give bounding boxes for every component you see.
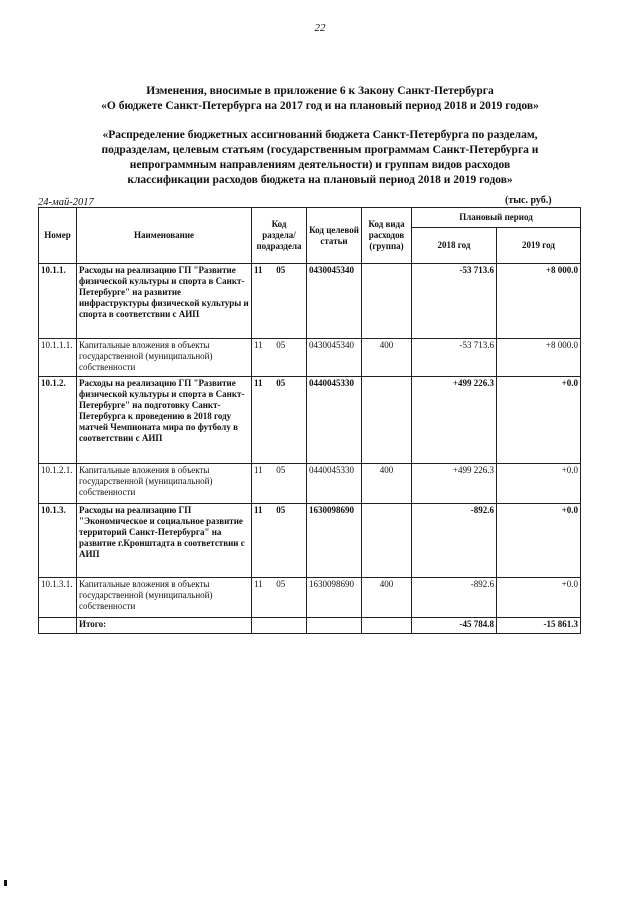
section-code: 11 (254, 579, 263, 589)
row-section-code (252, 264, 307, 339)
total-value-2018: -45 784.8 (412, 618, 497, 634)
row-value-2019: +0.0 (497, 464, 581, 504)
row-value-2018: +499 226.3 (412, 464, 497, 504)
table-row (39, 464, 581, 504)
scan-mark (4, 880, 7, 886)
units-label: (тыс. руб.) (505, 195, 552, 206)
table-row (39, 264, 581, 339)
row-section-code (252, 464, 307, 504)
section-code: 11 (254, 505, 263, 515)
row-kind-code: 400 (362, 339, 412, 377)
row-target-code: 0430045340 (307, 339, 362, 377)
title-line-5: непрограммным направлениям деятельности) и группам видов расходов (129, 159, 511, 171)
row-kind-code (362, 504, 412, 578)
row-name: Капитальные вложения в объекты государственной (муниципальной) собственности (77, 339, 252, 377)
header-plan-period: Плановый период (412, 208, 581, 228)
subsection-code: 05 (276, 340, 286, 350)
title-line-1: Изменения, вносимые в приложение 6 к Закону Санкт-Петербурга (146, 85, 494, 97)
row-value-2019: +8 000.0 (497, 264, 581, 339)
row-name: Капитальные вложения в объекты государственной (муниципальной) собственности (77, 464, 252, 504)
row-value-2019: +0.0 (497, 504, 581, 578)
document-title (60, 84, 580, 114)
row-value-2019: +8 000.0 (497, 339, 581, 377)
header-year-2018: 2018 год (412, 228, 497, 264)
table-row (39, 339, 581, 377)
row-target-code: 1630098690 (307, 504, 362, 578)
budget-table (38, 207, 581, 634)
row-value-2018: -892.6 (412, 504, 497, 578)
row-number: 10.1.3.1. (39, 578, 77, 618)
row-number: 10.1.2. (39, 377, 77, 464)
total-section-code (252, 618, 307, 634)
document-date: 24-май-2017 (38, 197, 94, 208)
row-section-code (252, 578, 307, 618)
header-kind-code: Код вида расходов (группа) (362, 208, 412, 264)
table-row (39, 504, 581, 578)
row-target-code: 0440045330 (307, 464, 362, 504)
row-name: Расходы на реализацию ГП "Развитие физической культуры и спорта в Санкт-Петербурге" на подготовку Санкт-Петербурга к проведению в 2018 году матчей Чемпионата мира по футболу в соответствии с АИП (77, 377, 252, 464)
subsection-code: 05 (276, 378, 286, 388)
total-row (39, 618, 581, 634)
section-code: 11 (254, 340, 263, 350)
title-line-3: «Распределение бюджетных ассигнований бюджета Санкт-Петербурга по разделам, (102, 129, 538, 141)
row-value-2018: -53 713.6 (412, 339, 497, 377)
row-value-2018: -892.6 (412, 578, 497, 618)
row-target-code: 0430045340 (307, 264, 362, 339)
row-name: Расходы на реализацию ГП "Развитие физической культуры и спорта в Санкт-Петербурге" на развитие инфраструктуры физической культуры и спорта в соответствии с АИП (77, 264, 252, 339)
header-target-code: Код целевой статьи (307, 208, 362, 264)
row-value-2019: +0.0 (497, 377, 581, 464)
title-line-4: подразделам, целевым статьям (государственным программам Санкт-Петербурга и (101, 144, 539, 156)
row-kind-code: 400 (362, 578, 412, 618)
row-kind-code (362, 377, 412, 464)
row-target-code: 1630098690 (307, 578, 362, 618)
total-value-2019: -15 861.3 (497, 618, 581, 634)
subsection-code: 05 (276, 579, 286, 589)
row-target-code: 0440045330 (307, 377, 362, 464)
row-name: Капитальные вложения в объекты государственной (муниципальной) собственности (77, 578, 252, 618)
row-number: 10.1.2.1. (39, 464, 77, 504)
row-section-code (252, 377, 307, 464)
subsection-code: 05 (276, 465, 286, 475)
section-code: 11 (254, 265, 263, 275)
total-number (39, 618, 77, 634)
section-code: 11 (254, 465, 263, 475)
row-value-2018: +499 226.3 (412, 377, 497, 464)
header-name: Наименование (77, 208, 252, 264)
table-row (39, 578, 581, 618)
appendix-title (60, 128, 580, 188)
row-kind-code: 400 (362, 464, 412, 504)
row-number: 10.1.1.1. (39, 339, 77, 377)
row-number: 10.1.3. (39, 504, 77, 578)
row-number: 10.1.1. (39, 264, 77, 339)
title-line-2: «О бюджете Санкт-Петербурга на 2017 год и на плановый период 2018 и 2019 годов» (101, 100, 539, 112)
header-year-2019: 2019 год (497, 228, 581, 264)
total-kind-code (362, 618, 412, 634)
total-label: Итого: (77, 618, 252, 634)
title-line-6: классификации расходов бюджета на плановый период 2018 и 2019 годов» (127, 174, 513, 186)
header-section-code: Код раздела/ подраздела (252, 208, 307, 264)
section-code: 11 (254, 378, 263, 388)
row-section-code (252, 504, 307, 578)
row-value-2018: -53 713.6 (412, 264, 497, 339)
total-target-code (307, 618, 362, 634)
row-section-code (252, 339, 307, 377)
row-name: Расходы на реализацию ГП "Экономическое и социальное развитие территорий Санкт-Петербурга" на развитие г.Кронштадта в соответствии с АИП (77, 504, 252, 578)
row-kind-code (362, 264, 412, 339)
page-number: 22 (314, 22, 326, 34)
header-number: Номер (39, 208, 77, 264)
row-value-2019: +0.0 (497, 578, 581, 618)
table-row (39, 377, 581, 464)
subsection-code: 05 (276, 265, 286, 275)
subsection-code: 05 (276, 505, 286, 515)
